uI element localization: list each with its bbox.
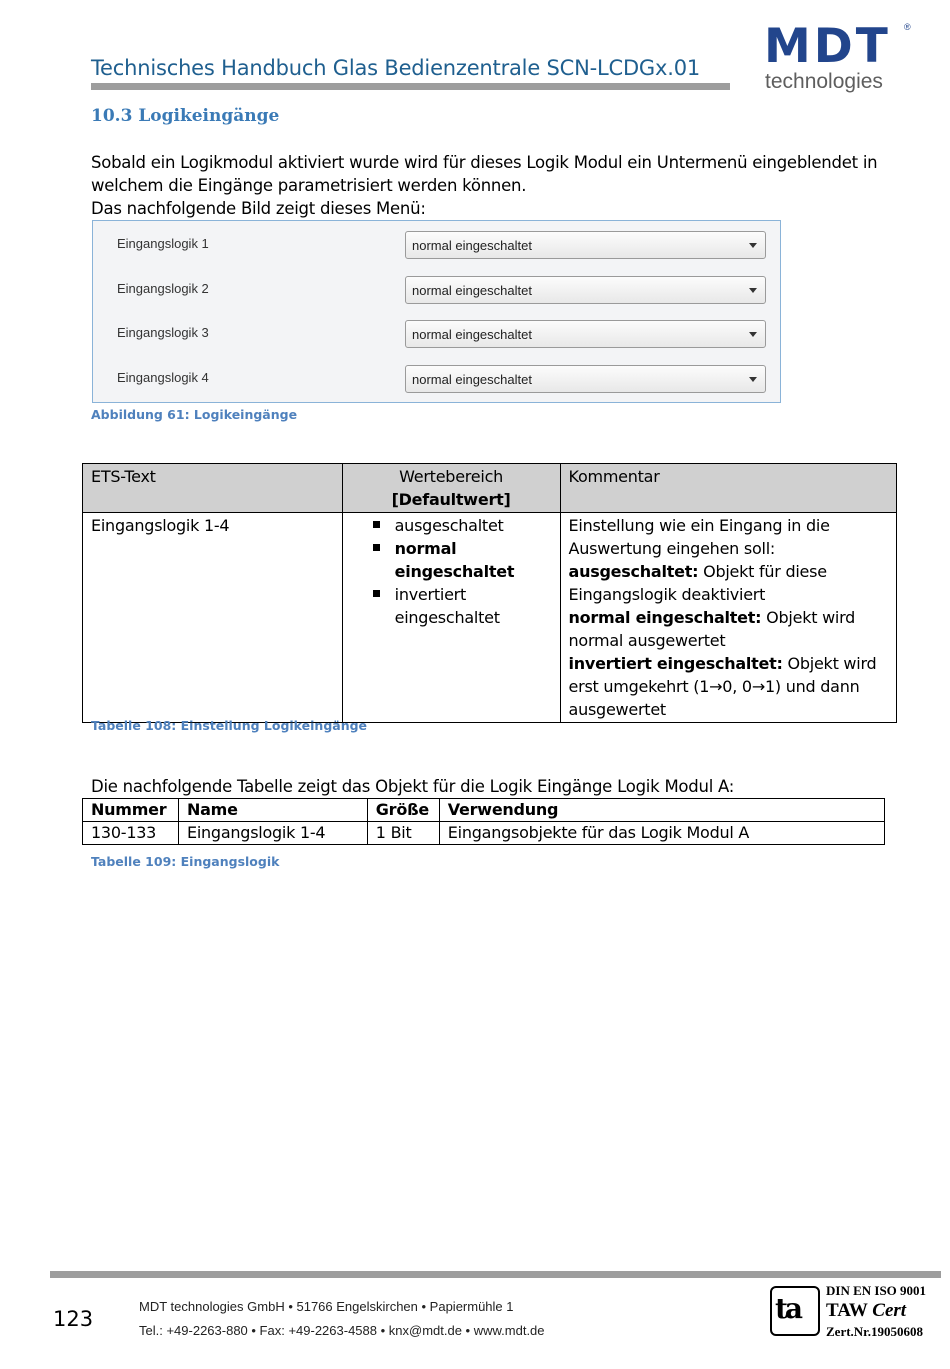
section-heading: 10.3 Logikeingänge	[91, 106, 280, 126]
settings-screenshot	[92, 220, 781, 403]
cell-verwendung: Eingangsobjekte für das Logik Modul A	[439, 822, 884, 845]
header-wertebereich-line1: Wertebereich	[399, 467, 503, 486]
chevron-down-icon	[749, 243, 757, 248]
option-item: invertiert eingeschaltet	[351, 583, 552, 629]
cell-kommentar	[560, 513, 896, 723]
dropdown-value: normal eingeschaltet	[412, 238, 532, 253]
cert-name-part1: TAW	[826, 1300, 873, 1321]
setting-row	[93, 221, 780, 265]
comment-term: ausgeschaltet:	[568, 562, 699, 581]
cert-name	[826, 1300, 906, 1322]
comment-intro: Einstellung wie ein Eingang in die Auswertung eingehen soll:	[568, 516, 830, 558]
setting-dropdown[interactable]	[405, 231, 766, 259]
cell-ets-text: Eingangslogik 1-4	[83, 513, 343, 723]
dropdown-value: normal eingeschaltet	[412, 283, 532, 298]
table-header-row	[83, 799, 885, 822]
comment-text: Objekt wird normal ausgewertet	[568, 608, 856, 650]
figure-intro-paragraph: Das nachfolgende Bild zeigt dieses Menü:	[91, 199, 426, 218]
document-title: Technisches Handbuch Glas Bedienzentrale SCN-LCDGx.01	[91, 56, 701, 80]
table-header-row	[83, 464, 897, 513]
header-name: Name	[178, 799, 367, 822]
option-item-default: normal eingeschaltet	[351, 537, 552, 583]
logo-technologies-text: technologies	[765, 70, 883, 93]
chevron-down-icon	[749, 377, 757, 382]
header-wertebereich	[342, 464, 560, 513]
footer-rule	[50, 1271, 941, 1278]
cert-name-part2: Cert	[872, 1300, 907, 1321]
objects-table	[82, 798, 885, 845]
page-number: 123	[53, 1307, 94, 1331]
dropdown-value: normal eingeschaltet	[412, 327, 532, 342]
taw-cert-icon	[770, 1286, 820, 1336]
cert-standard: DIN EN ISO 9001	[826, 1283, 927, 1298]
table-row	[83, 822, 885, 845]
setting-label: Eingangslogik 4	[117, 370, 209, 385]
setting-label: Eingangslogik 1	[117, 236, 209, 251]
footer-address: MDT technologies GmbH • 51766 Engelskirchen • Papiermühle 1	[139, 1299, 514, 1314]
option-item: ausgeschaltet	[351, 514, 552, 537]
intro-paragraph: Sobald ein Logikmodul aktiviert wurde wird für dieses Logik Modul ein Untermenü eingeblendet in welchem die Eingänge parametrisiert werden können.	[91, 153, 878, 195]
table-row	[83, 513, 897, 723]
cell-name: Eingangslogik 1-4	[178, 822, 367, 845]
comment-term: invertiert eingeschaltet:	[568, 654, 783, 673]
chevron-down-icon	[749, 332, 757, 337]
logo-mdt-text: MDT	[764, 19, 891, 74]
header-verwendung: Verwendung	[439, 799, 884, 822]
setting-dropdown[interactable]	[405, 276, 766, 304]
header-kommentar: Kommentar	[560, 464, 896, 513]
mdt-logo	[762, 19, 912, 97]
cell-wertebereich	[342, 513, 560, 723]
cell-groesse: 1 Bit	[367, 822, 439, 845]
table2-intro: Die nachfolgende Tabelle zeigt das Objekt für die Logik Eingänge Logik Modul A:	[91, 777, 735, 796]
setting-dropdown[interactable]	[405, 365, 766, 393]
header-rule	[91, 83, 730, 90]
dropdown-value: normal eingeschaltet	[412, 372, 532, 387]
options-list	[351, 514, 552, 629]
cell-nummer: 130-133	[83, 822, 179, 845]
comment-text: Objekt für diese Eingangslogik deaktiviert	[568, 562, 827, 604]
table1-caption: Tabelle 108: Einstellung Logikeingänge	[91, 718, 368, 733]
setting-row	[93, 266, 780, 310]
settings-table	[82, 463, 897, 723]
setting-dropdown[interactable]	[405, 320, 766, 348]
logo-registered-mark: ®	[904, 22, 911, 32]
comment-term: normal eingeschaltet:	[568, 608, 762, 627]
setting-row	[93, 355, 780, 399]
table2-caption: Tabelle 109: Eingangslogik	[91, 854, 280, 869]
header-ets-text: ETS-Text	[83, 464, 343, 513]
header-groesse: Größe	[367, 799, 439, 822]
figure-caption: Abbildung 61: Logikeingänge	[91, 407, 298, 422]
cert-icon-text: ta	[775, 1292, 801, 1325]
comment-text: Objekt wird erst umgekehrt (1→0, 0→1) und dann ausgewertet	[568, 654, 877, 719]
setting-label: Eingangslogik 2	[117, 281, 209, 296]
certification-badge	[770, 1283, 940, 1343]
setting-label: Eingangslogik 3	[117, 325, 209, 340]
footer-contact: Tel.: +49-2263-880 • Fax: +49-2263-4588 • knx@mdt.de • www.mdt.de	[139, 1323, 545, 1338]
chevron-down-icon	[749, 288, 757, 293]
header-defaultwert: [Defaultwert]	[391, 490, 511, 509]
setting-row	[93, 310, 780, 354]
header-nummer: Nummer	[83, 799, 179, 822]
cert-number: Zert.Nr.19050608	[826, 1324, 924, 1339]
